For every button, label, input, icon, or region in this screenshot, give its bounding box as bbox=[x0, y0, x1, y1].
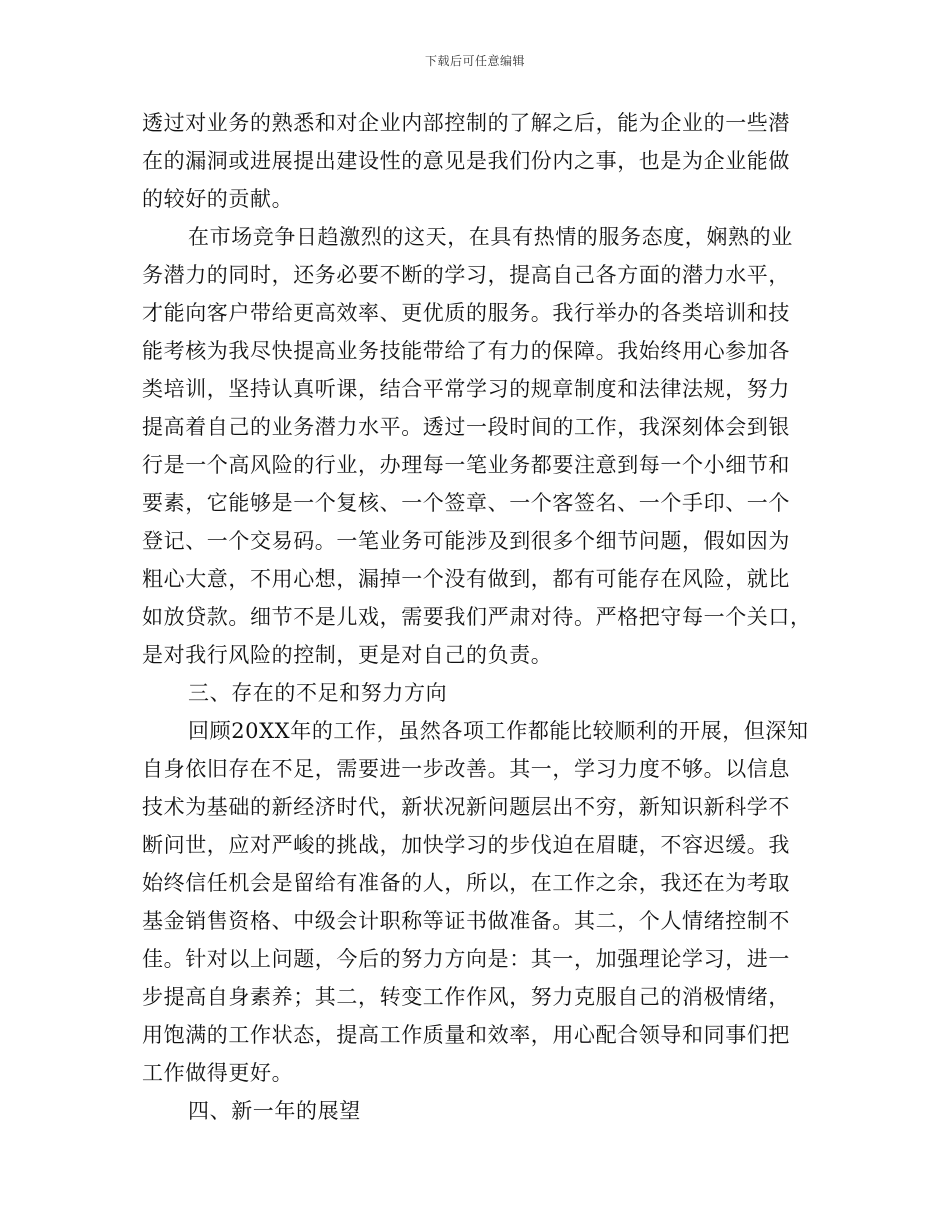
text-line: 是对我行风险的控制，更是对自己的负责。 bbox=[142, 643, 553, 667]
section-heading: 四、新一年的展望 bbox=[188, 1099, 361, 1123]
text-line: 始终信任机会是留给有准备的人，所以，在工作之余，我还在为考取 bbox=[142, 871, 790, 895]
text-line: 佳。针对以上问题，今后的努力方向是：其一，加强理论学习，进一 bbox=[142, 947, 790, 971]
text-line: 回顾20XX年的工作，虽然各项工作都能比较顺利的开展，但深知 bbox=[188, 719, 809, 743]
text-line: 步提高自身素养；其二，转变工作作风，努力克服自己的消极情绪， bbox=[142, 985, 790, 1009]
page-header: 下载后可任意编辑 bbox=[424, 54, 525, 68]
text-line: 提高着自己的业务潜力水平。透过一段时间的工作，我深刻体会到银 bbox=[142, 415, 790, 439]
text-line: 工作做得更好。 bbox=[142, 1061, 294, 1085]
text-line: 如放贷款。细节不是儿戏，需要我们严肃对待。严格把守每一个关口， bbox=[142, 605, 812, 629]
text-line: 的较好的贡献。 bbox=[142, 187, 294, 211]
text-line: 断问世，应对严峻的挑战，加快学习的步伐迫在眉睫，不容迟缓。我 bbox=[142, 833, 790, 857]
text-line: 类培训，坚持认真听课，结合平常学习的规章制度和法律法规，努力 bbox=[142, 377, 790, 401]
text-line: 行是一个高风险的行业，办理每一笔业务都要注意到每一个小细节和 bbox=[142, 453, 790, 477]
text-line: 透过对业务的熟悉和对企业内部控制的了解之后，能为企业的一些潜 bbox=[142, 111, 790, 135]
text-line: 登记、一个交易码。一笔业务可能涉及到很多个细节问题，假如因为 bbox=[142, 529, 790, 553]
text-line: 务潜力的同时，还务必要不断的学习，提高自己各方面的潜力水平， bbox=[142, 263, 790, 287]
document-body bbox=[142, 104, 814, 1130]
text-line: 粗心大意，不用心想，漏掉一个没有做到，都有可能存在风险，就比 bbox=[142, 567, 790, 591]
text-line: 用饱满的工作状态，提高工作质量和效率，用心配合领导和同事们把 bbox=[142, 1023, 790, 1047]
section-heading: 三、存在的不足和努力方向 bbox=[188, 681, 448, 705]
text-line: 自身依旧存在不足，需要进一步改善。其一，学习力度不够。以信息 bbox=[142, 757, 790, 781]
text-line: 要素，它能够是一个复核、一个签章、一个客签名、一个手印、一个 bbox=[142, 491, 790, 515]
text-line: 基金销售资格、中级会计职称等证书做准备。其二，个人情绪控制不 bbox=[142, 909, 790, 933]
text-line: 技术为基础的新经济时代，新状况新问题层出不穷，新知识新科学不 bbox=[142, 795, 790, 819]
text-line: 在的漏洞或进展提出建设性的意见是我们份内之事，也是为企业能做 bbox=[142, 149, 790, 173]
text-line: 才能向客户带给更高效率、更优质的服务。我行举办的各类培训和技 bbox=[142, 301, 790, 325]
text-line: 能考核为我尽快提高业务技能带给了有力的保障。我始终用心参加各 bbox=[142, 339, 790, 363]
text-line: 在市场竞争日趋激烈的这天，在具有热情的服务态度，娴熟的业 bbox=[188, 225, 793, 249]
